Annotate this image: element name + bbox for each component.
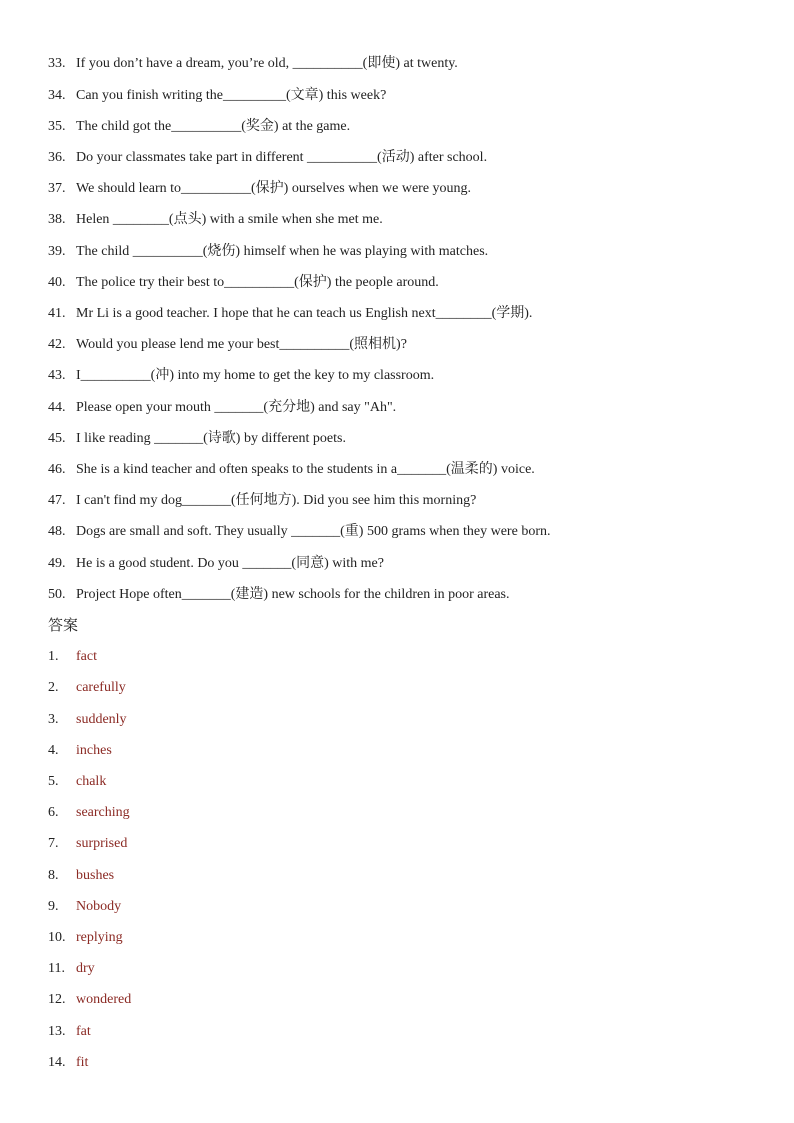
question-text: Can you finish writing the_________(文章) this week? [76,88,387,103]
answer-item [48,1022,91,1042]
question-text: I like reading _______(诗歌) by different poets. [76,431,346,446]
answer-text: fact [76,649,97,664]
question-item [48,398,396,418]
question-text: The police try their best to__________(保护) the people around. [76,275,439,290]
question-number: 49. [48,556,66,571]
question-text: The child got the__________(奖金) at the game. [76,119,351,134]
question-item [48,54,458,74]
question-item [48,86,386,106]
answer-item [48,928,123,948]
answers-heading: 答案 [48,616,79,634]
question-item [48,366,434,386]
question-number: 34. [48,88,66,103]
question-number: 47. [48,493,66,508]
question-number: 43. [48,368,66,383]
answer-item [48,678,126,698]
question-text: The child __________(烧伤) himself when he was playing with matches. [76,244,489,259]
answer-text: fit [76,1055,89,1070]
question-item [48,148,487,168]
question-number: 40. [48,275,66,290]
answer-number: 2. [48,680,59,695]
question-item [48,585,510,605]
question-item [48,522,550,542]
question-item [48,460,535,480]
answer-number: 10. [48,930,66,945]
question-text: He is a good student. Do you _______(同意) with me? [76,556,384,571]
question-text: If you don’t have a dream, you’re old, __________(即使) at twenty. [76,56,458,71]
question-number: 46. [48,462,66,477]
question-item [48,273,439,293]
question-item [48,554,384,574]
question-number: 41. [48,306,66,321]
question-item [48,210,383,230]
answer-number: 5. [48,774,59,789]
answer-item [48,741,112,761]
answer-item [48,959,95,979]
answer-number: 9. [48,899,59,914]
question-text: Do your classmates take part in different __________(活动) after school. [76,150,488,165]
answer-item [48,803,130,823]
answer-number: 7. [48,836,59,851]
question-number: 42. [48,337,66,352]
question-text: Please open your mouth _______(充分地) and say "Ah". [76,400,397,415]
question-number: 45. [48,431,66,446]
answer-number: 1. [48,649,59,664]
answer-text: suddenly [76,712,127,727]
question-item [48,304,532,324]
answer-item [48,1053,88,1073]
question-number: 36. [48,150,66,165]
answer-number: 6. [48,805,59,820]
answer-text: wondered [76,992,132,1007]
question-text: I can't find my dog_______(任何地方). Did you see him this morning? [76,493,477,508]
question-number: 38. [48,212,66,227]
answer-text: fat [76,1024,91,1039]
answer-item [48,990,131,1010]
answer-text: Nobody [76,899,122,914]
question-text: We should learn to__________(保护) ourselves when we were young. [76,181,472,196]
question-number: 37. [48,181,66,196]
answer-item [48,772,106,792]
question-item [48,179,471,199]
question-item [48,242,488,262]
answer-item [48,834,127,854]
question-number: 33. [48,56,66,71]
answer-text: surprised [76,836,128,851]
answer-item [48,710,127,730]
question-item [48,491,476,511]
answer-text: inches [76,743,112,758]
answer-number: 4. [48,743,59,758]
question-number: 50. [48,587,66,602]
question-text: Mr Li is a good teacher. I hope that he can teach us English next________(学期). [76,306,533,321]
question-number: 48. [48,524,66,539]
answer-number: 13. [48,1024,66,1039]
question-item [48,117,350,137]
question-number: 44. [48,400,66,415]
answer-number: 3. [48,712,59,727]
answer-text: carefully [76,680,126,695]
answer-text: replying [76,930,123,945]
question-text: I__________(冲) into my home to get the key to my classroom. [76,368,435,383]
answer-item [48,647,97,667]
question-number: 39. [48,244,66,259]
answer-number: 8. [48,868,59,883]
answer-number: 12. [48,992,66,1007]
answer-text: bushes [76,868,115,883]
question-item [48,429,346,449]
answer-text: searching [76,805,130,820]
answer-text: chalk [76,774,107,789]
question-text: Would you please lend me your best__________(照相机)? [76,337,407,352]
answer-item [48,897,121,917]
question-text: Project Hope often_______(建造) new schools for the children in poor areas. [76,587,510,602]
question-text: Dogs are small and soft. They usually _______(重) 500 grams when they were born. [76,524,551,539]
answer-text: dry [76,961,95,976]
question-text: Helen ________(点头) with a smile when she met me. [76,212,383,227]
question-number: 35. [48,119,66,134]
answer-item [48,866,114,886]
answer-number: 14. [48,1055,66,1070]
question-item [48,335,407,355]
answer-number: 11. [48,961,65,976]
question-text: She is a kind teacher and often speaks to the students in a_______(温柔的) voice. [76,462,535,477]
